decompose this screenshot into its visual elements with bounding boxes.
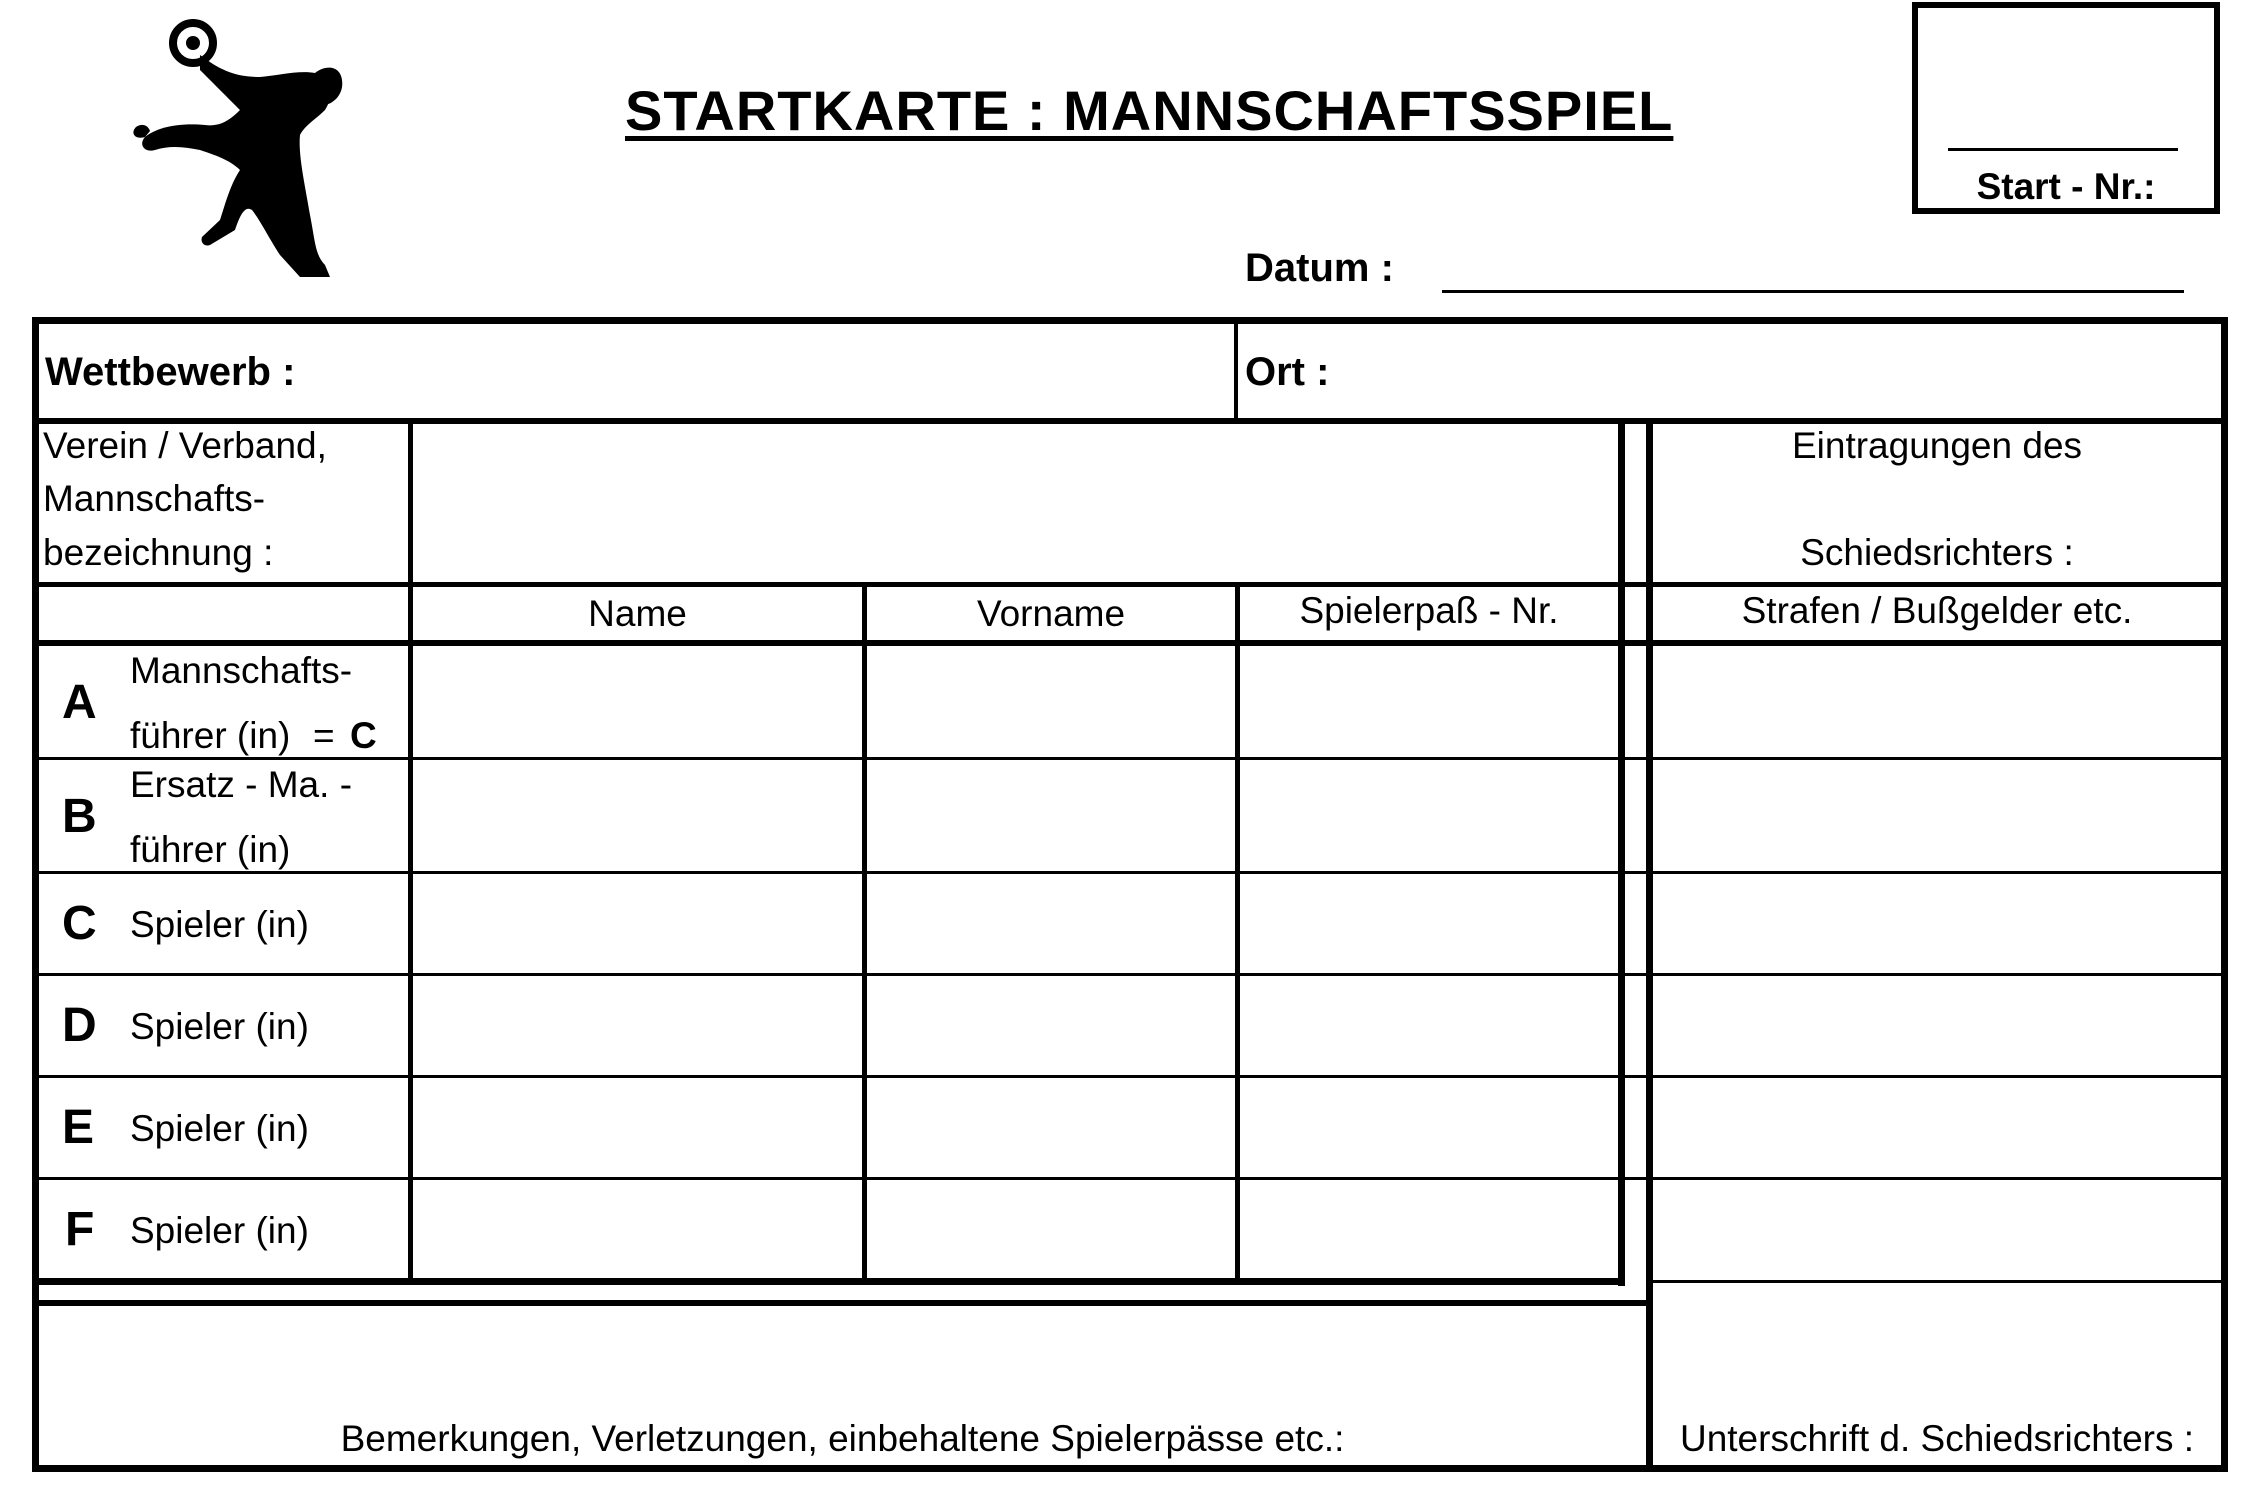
start-number-field[interactable] (1948, 148, 2178, 151)
frame-top (32, 317, 2228, 324)
referee-entries-label-line-2: Schiedsrichters : (1800, 532, 2074, 573)
column-header-vorname: Vorname (976, 593, 1126, 634)
player-f-pass-field[interactable] (1240, 1180, 1618, 1278)
row-letter-d: D (62, 999, 97, 1052)
divider (1234, 317, 1238, 421)
verein-label-line-1: Verein / Verband, (43, 425, 327, 466)
page-title: STARTKARTE : MANNSCHAFTSSPIEL (625, 79, 1674, 142)
player-c-strafen-field[interactable] (1653, 874, 2221, 973)
ort-field[interactable] (1340, 330, 2200, 410)
player-d-pass-field[interactable] (1240, 976, 1618, 1075)
player-d-name-field[interactable] (413, 976, 862, 1075)
column-header-name: Name (588, 593, 687, 634)
player-c-name-field[interactable] (413, 874, 862, 973)
wettbewerb-label: Wettbewerb : (45, 350, 296, 394)
player-b-pass-field[interactable] (1240, 760, 1618, 871)
player-b-vorname-field[interactable] (867, 760, 1235, 871)
row-role-c: Spieler (in) (130, 904, 309, 945)
divider (32, 418, 2228, 424)
row-letter-a: A (62, 676, 97, 729)
divider (32, 582, 2228, 587)
player-a-name-field[interactable] (413, 646, 862, 757)
player-f-strafen-field[interactable] (1653, 1180, 2221, 1278)
player-a-vorname-field[interactable] (867, 646, 1235, 757)
row-letter-e: E (62, 1101, 95, 1154)
signature-field[interactable] (1653, 1283, 2221, 1408)
player-c-vorname-field[interactable] (867, 874, 1235, 973)
start-number-label: Start - Nr.: (1976, 166, 2156, 207)
verein-label-line-3: bezeichnung : (43, 532, 274, 573)
row-letter-c: C (62, 897, 97, 950)
row-role-e: Spieler (in) (130, 1108, 309, 1149)
frame-right (2221, 317, 2228, 1472)
boule-player-icon (130, 15, 350, 285)
row-role-b-line-1: Ersatz - Ma. - (130, 764, 353, 805)
row-role-a-line-1: Mannschafts- (130, 650, 353, 691)
frame-bottom (32, 1465, 2228, 1472)
row-role-b-line-2: führer (in) (130, 829, 291, 870)
wettbewerb-field[interactable] (340, 330, 1220, 410)
player-d-vorname-field[interactable] (867, 976, 1235, 1075)
player-b-strafen-field[interactable] (1653, 760, 2221, 871)
remarks-field[interactable] (39, 1306, 1646, 1406)
ort-label: Ort : (1245, 350, 1330, 394)
divider (1646, 421, 1653, 1469)
start-number-box (1912, 2, 2220, 214)
player-a-pass-field[interactable] (1240, 646, 1618, 757)
column-header-spielerpass: Spielerpaß - Nr. (1299, 590, 1559, 631)
remarks-label: Bemerkungen, Verletzungen, einbehaltene Spielerpässe etc.: (340, 1418, 1345, 1459)
verein-field[interactable] (420, 430, 1610, 575)
player-f-vorname-field[interactable] (867, 1180, 1235, 1278)
row-role-f: Spieler (in) (130, 1210, 309, 1251)
row-letter-f: F (65, 1203, 95, 1256)
frame-left (32, 317, 39, 1472)
row-role-d: Spieler (in) (130, 1006, 309, 1047)
signature-label: Unterschrift d. Schiedsrichters : (1679, 1418, 2195, 1459)
player-d-strafen-field[interactable] (1653, 976, 2221, 1075)
player-e-strafen-field[interactable] (1653, 1078, 2221, 1177)
column-header-strafen: Strafen / Bußgelder etc. (1741, 590, 2133, 631)
player-f-name-field[interactable] (413, 1180, 862, 1278)
divider (32, 1278, 1625, 1285)
row-role-a-suffix-letter: C (350, 715, 377, 756)
player-e-vorname-field[interactable] (867, 1078, 1235, 1177)
player-c-pass-field[interactable] (1240, 874, 1618, 973)
referee-entries-label-line-1: Eintragungen des (1791, 425, 2083, 466)
player-e-name-field[interactable] (413, 1078, 862, 1177)
date-label: Datum : (1245, 246, 1394, 290)
row-role-a-line-2: führer (in) (130, 715, 291, 756)
divider (1618, 421, 1625, 1286)
player-b-name-field[interactable] (413, 760, 862, 871)
verein-label-line-2: Mannschafts- (43, 478, 266, 519)
row-role-a-suffix: = (313, 715, 335, 756)
player-a-strafen-field[interactable] (1653, 646, 2221, 757)
row-letter-b: B (62, 790, 97, 843)
date-field[interactable] (1442, 290, 2184, 293)
player-e-pass-field[interactable] (1240, 1078, 1618, 1177)
